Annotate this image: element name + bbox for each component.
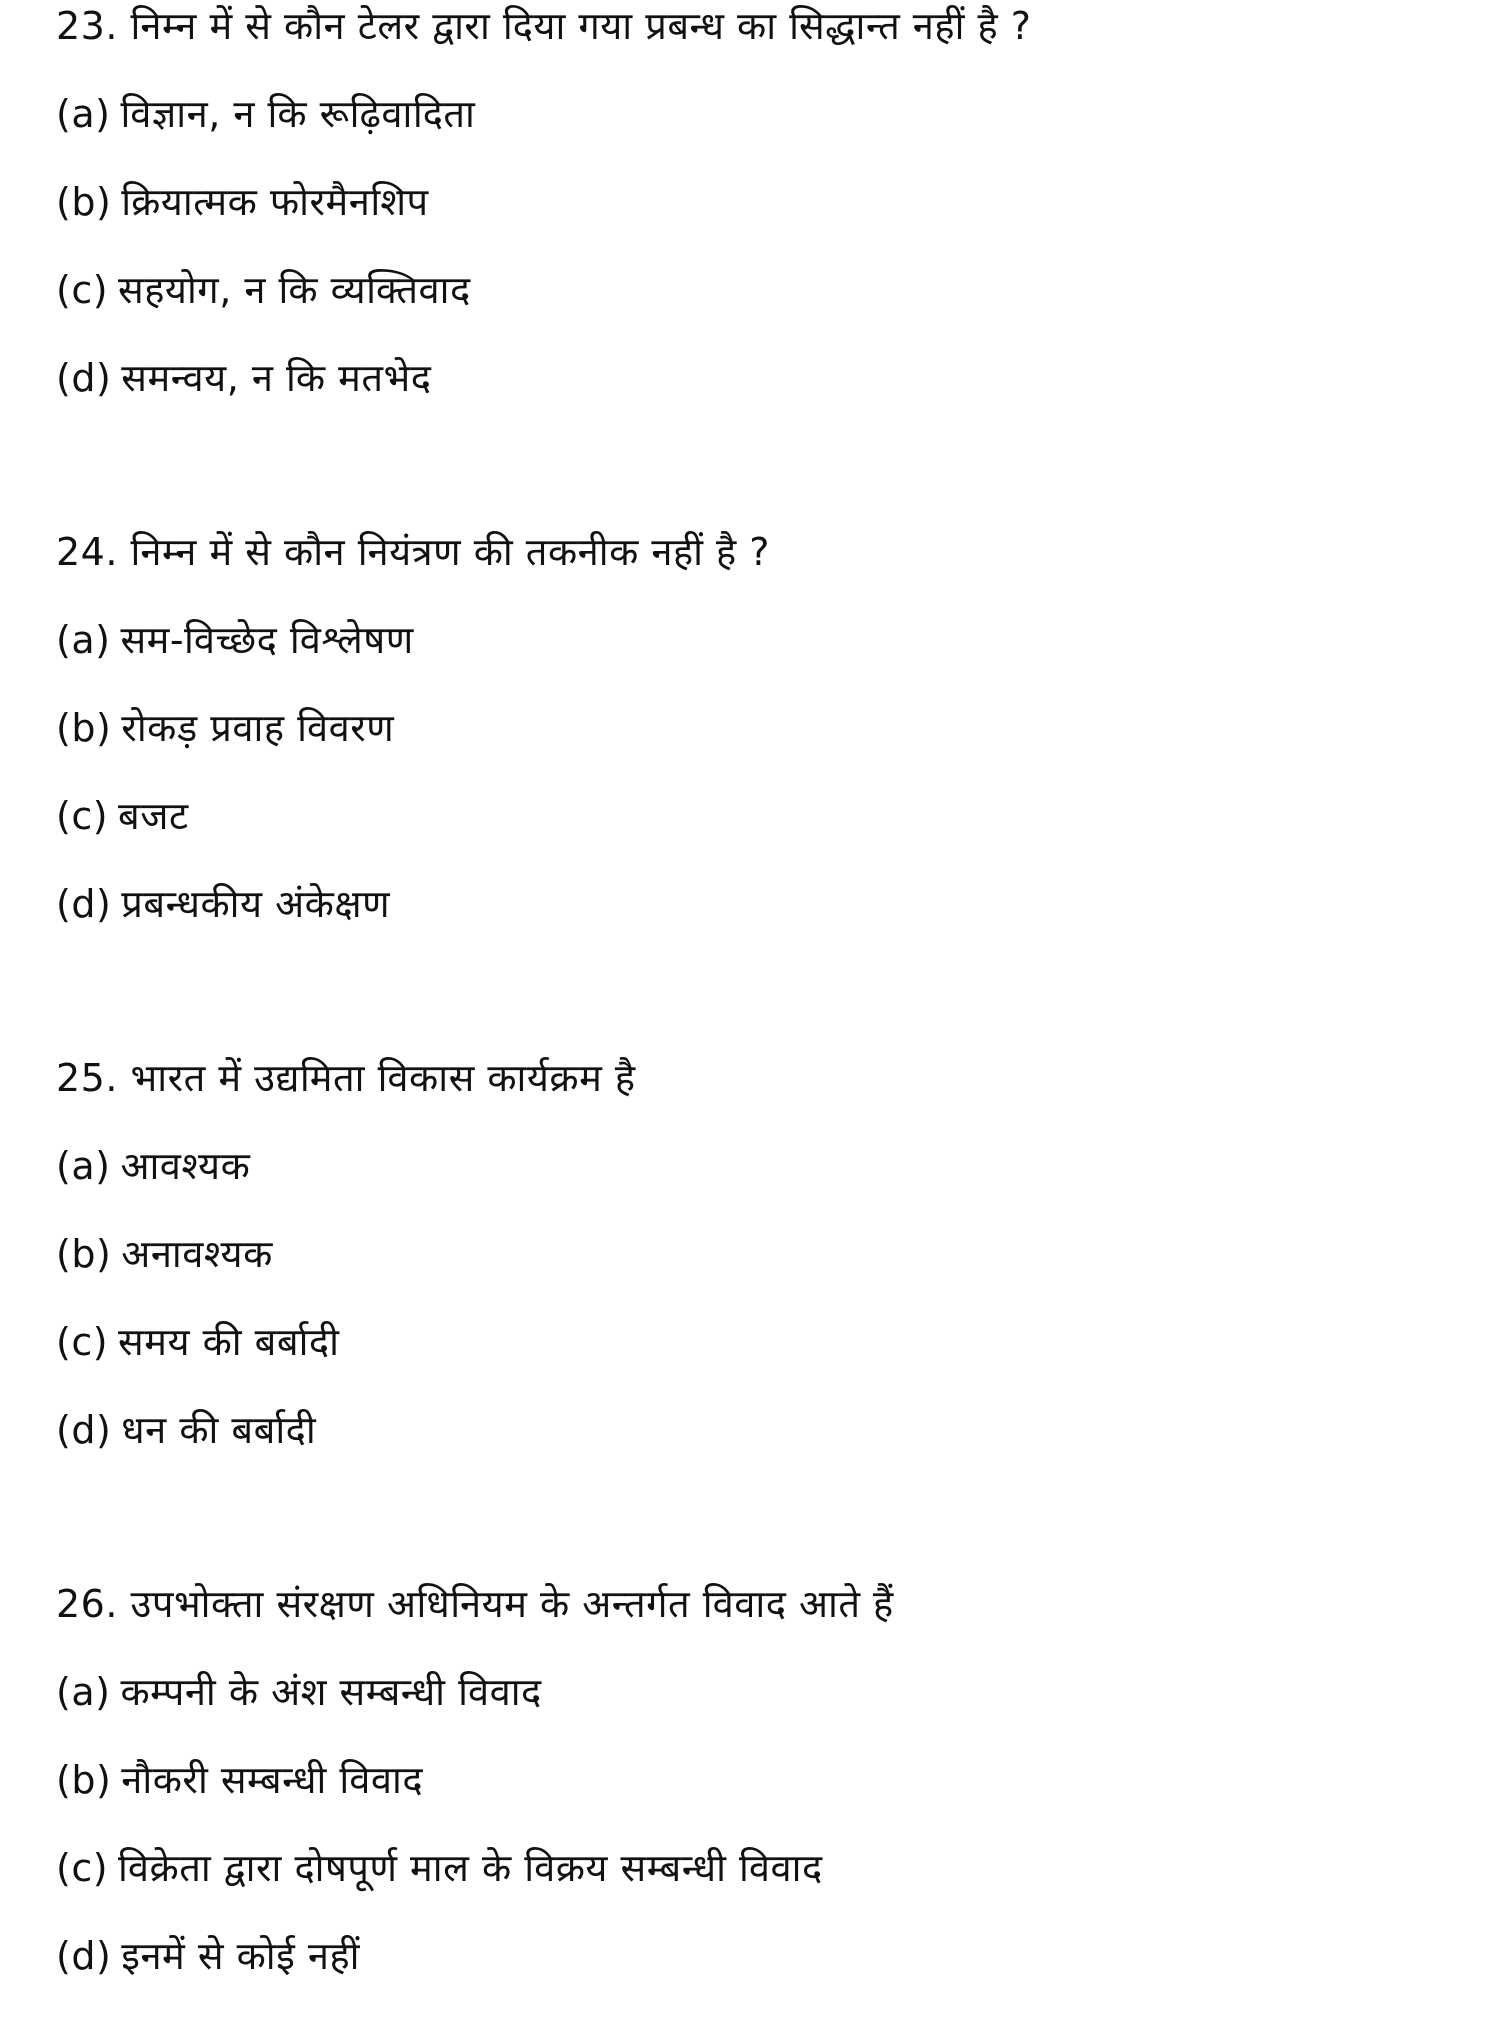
option-a — [56, 1660, 1465, 1748]
option-text: विज्ञान, न कि रूढ़िवादिता — [120, 92, 476, 136]
option-text: नौकरी सम्बन्धी विवाद — [121, 1758, 424, 1802]
question-text: भारत में उद्यमिता विकास कार्यक्रम है — [130, 1056, 636, 1100]
option-text: सम-विच्छेद विश्लेषण — [120, 618, 414, 662]
question-25 — [56, 1046, 1465, 1486]
question-stem — [56, 1046, 1465, 1134]
option-text: कम्पनी के अंश सम्बन्धी विवाद — [120, 1670, 542, 1714]
question-26 — [56, 1572, 1465, 2012]
option-text: विक्रेता द्वारा दोषपूर्ण माल के विक्रय सम्बन्धी विवाद — [118, 1846, 823, 1890]
option-c — [56, 784, 1465, 872]
question-text: निम्न में से कौन टेलर द्वारा दिया गया प्रबन्ध का सिद्धान्त नहीं है ? — [130, 4, 1032, 48]
option-text: क्रियात्मक फोरमैनशिप — [121, 180, 429, 224]
option-label: (d) — [56, 1408, 112, 1452]
option-label: (c) — [56, 794, 109, 838]
option-text: समन्वय, न कि मतभेद — [121, 356, 432, 400]
option-text: धन की बर्बादी — [121, 1408, 317, 1452]
option-text: आवश्यक — [120, 1144, 251, 1188]
question-number: 23. — [56, 4, 118, 48]
option-label: (d) — [56, 1934, 112, 1978]
option-text: समय की बर्बादी — [118, 1320, 340, 1364]
option-label: (b) — [56, 1232, 112, 1276]
question-23 — [56, 0, 1465, 434]
option-d — [56, 872, 1465, 960]
option-text: प्रबन्धकीय अंकेक्षण — [121, 882, 391, 926]
option-label: (a) — [56, 1670, 111, 1714]
option-label: (a) — [56, 1144, 111, 1188]
option-c — [56, 258, 1465, 346]
option-text: बजट — [118, 794, 189, 838]
option-text: सहयोग, न कि व्यक्तिवाद — [118, 268, 471, 312]
option-label: (d) — [56, 356, 112, 400]
question-stem — [56, 1572, 1465, 1660]
question-number: 25. — [56, 1056, 118, 1100]
option-b — [56, 696, 1465, 784]
option-label: (a) — [56, 618, 111, 662]
option-text: रोकड़ प्रवाह विवरण — [121, 706, 395, 750]
option-b — [56, 170, 1465, 258]
option-label: (b) — [56, 180, 112, 224]
option-d — [56, 1924, 1465, 2012]
option-d — [56, 1398, 1465, 1486]
option-c — [56, 1310, 1465, 1398]
question-stem — [56, 0, 1465, 82]
question-text: उपभोक्ता संरक्षण अधिनियम के अन्तर्गत विवाद आते हैं — [130, 1582, 894, 1626]
option-d — [56, 346, 1465, 434]
option-a — [56, 608, 1465, 696]
option-label: (b) — [56, 1758, 112, 1802]
option-a — [56, 1134, 1465, 1222]
option-label: (c) — [56, 1846, 109, 1890]
option-label: (c) — [56, 268, 109, 312]
question-stem — [56, 520, 1465, 608]
question-text: निम्न में से कौन नियंत्रण की तकनीक नहीं है ? — [130, 530, 770, 574]
option-label: (c) — [56, 1320, 109, 1364]
option-a — [56, 82, 1465, 170]
question-number: 24. — [56, 530, 118, 574]
option-c — [56, 1836, 1465, 1924]
option-label: (a) — [56, 92, 111, 136]
question-number: 26. — [56, 1582, 118, 1626]
option-text: अनावश्यक — [121, 1232, 273, 1276]
option-text: इनमें से कोई नहीं — [121, 1934, 360, 1978]
option-b — [56, 1748, 1465, 1836]
option-b — [56, 1222, 1465, 1310]
question-24 — [56, 520, 1465, 960]
option-label: (b) — [56, 706, 112, 750]
option-label: (d) — [56, 882, 112, 926]
